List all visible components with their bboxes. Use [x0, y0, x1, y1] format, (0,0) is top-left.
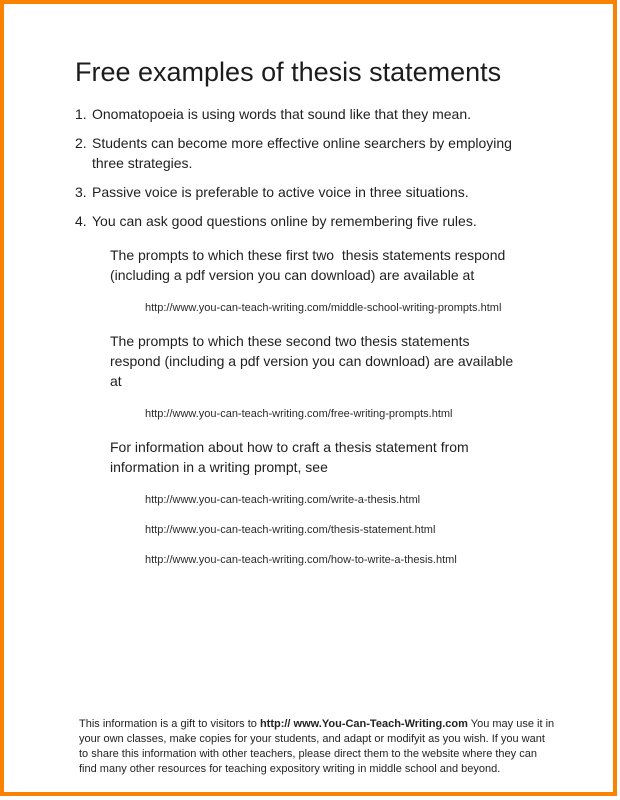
list-item-text: Students can become more effective online searchers by employing three strategies.	[92, 135, 512, 172]
url-text: http://www.you-can-teach-writing.com/middle-school-writing-prompts.html	[145, 302, 502, 315]
prompts-paragraph: The prompts to which these first two thesis statements respond (including a pdf version you can download) are available at	[110, 247, 510, 284]
list-item-2	[75, 133, 527, 173]
footer-note	[79, 717, 557, 777]
prompts-section-2	[75, 331, 573, 421]
list-item-number: 2.	[75, 135, 87, 152]
list-item-1	[75, 104, 527, 124]
list-item-text: Passive voice is preferable to active voice in three situations.	[92, 184, 469, 201]
document-content	[4, 4, 613, 777]
list-item-number: 3.	[75, 184, 87, 201]
prompts-paragraph: The prompts to which these second two thesis statements respond (including a pdf version you can download) are available at	[110, 333, 518, 390]
footer-text-start: This information is a gift to visitors to	[79, 718, 260, 731]
list-item-text: You can ask good questions online by remembering five rules.	[92, 213, 477, 230]
page-title: Free examples of thesis statements	[75, 57, 502, 87]
list-item-number: 4.	[75, 213, 87, 230]
list-item-number: 1.	[75, 106, 87, 123]
url-text: http://www.you-can-teach-writing.com/write-a-thesis.html	[145, 494, 421, 507]
footer-text-end: You may use it in your own classes, make copies for your students, and adapt or modifyit as you wish. If you want to share this information with other teachers, please direct them to the website where they can find many other resources for teaching expository writing in middle school and beyond.	[79, 718, 558, 776]
url-text: http://www.you-can-teach-writing.com/thesis-statement.html	[145, 524, 436, 537]
list-item-3	[75, 182, 527, 202]
thesis-statements-list	[75, 104, 527, 231]
url-text: http://www.you-can-teach-writing.com/free-writing-prompts.html	[145, 408, 453, 421]
list-item-4	[75, 211, 527, 231]
footer-website-name: http:// www.You-Can-Teach-Writing.com	[259, 718, 468, 731]
url-text: http://www.you-can-teach-writing.com/how-to-write-a-thesis.html	[145, 554, 457, 567]
prompts-section-3	[75, 437, 573, 567]
prompts-section-1	[75, 245, 573, 315]
list-item-text: Onomatopoeia is using words that sound like that they mean.	[92, 106, 471, 123]
prompts-paragraph: For information about how to craft a thesis statement from information in a writing prompt, see	[110, 439, 473, 476]
